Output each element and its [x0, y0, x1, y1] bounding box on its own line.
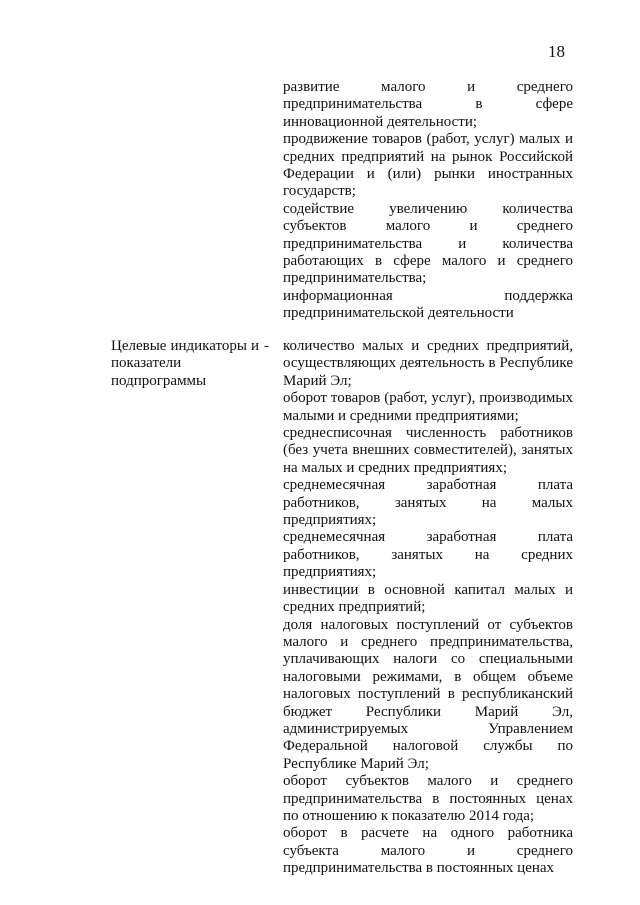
indicator-item: оборот субъектов малого и среднего предпринимательства в постоянных ценах по отношению к показателю 2014 года;: [283, 773, 573, 824]
label-dash: -: [264, 338, 269, 354]
indicator-item: среднемесячная заработная плата работников, занятых на малых предприятиях;: [283, 477, 573, 529]
indicator-item: оборот товаров (работ, услуг), производимых малыми и средними предприятиями;: [283, 390, 573, 424]
paragraph: содействие увеличению количества субъектов малого и среднего предпринимательства и количества работающих в сфере малого и среднего предпринимательства;: [283, 200, 573, 287]
paragraph: информационная поддержка предпринимательской деятельности: [283, 287, 573, 322]
paragraph: развитие малого и среднего предпринимательства в сфере инновационной деятельности;: [283, 79, 573, 130]
top-section-text: [283, 79, 573, 323]
page-number: 18: [548, 42, 565, 61]
indicator-item: оборот в расчете на одного работника субъекта малого и среднего предпринимательства в постоянных ценах: [283, 825, 573, 877]
indicator-item: среднесписочная численность работников (без учета внешних совместителей), занятых на малых и средних предприятиях;: [283, 425, 573, 476]
indicator-item: доля налоговых поступлений от субъектов малого и среднего предпринимательства, уплачивающих налоги со специальными налоговыми режимами, в общем объеме налоговых поступлений в республиканский бюджет Республики Марий Эл, администрируемых Управлением Федеральной налоговой службы по Республике Марий Эл;: [283, 616, 573, 772]
indicator-item: инвестиции в основной капитал малых и средних предприятий;: [283, 581, 573, 616]
indicators-list: [283, 338, 573, 878]
indicators-label: Целевые индикаторы и показатели подпрограммы: [111, 338, 259, 389]
paragraph: продвижение товаров (работ, услуг) малых и средних предприятий на рынок Российской Федерации и (или) рынки иностранных государств;: [283, 131, 573, 200]
indicator-item: среднемесячная заработная плата работников, занятых на средних предприятиях;: [283, 529, 573, 581]
indicator-item: количество малых и средних предприятий, осуществляющих деятельность в Республике Марий Эл;: [283, 338, 573, 389]
